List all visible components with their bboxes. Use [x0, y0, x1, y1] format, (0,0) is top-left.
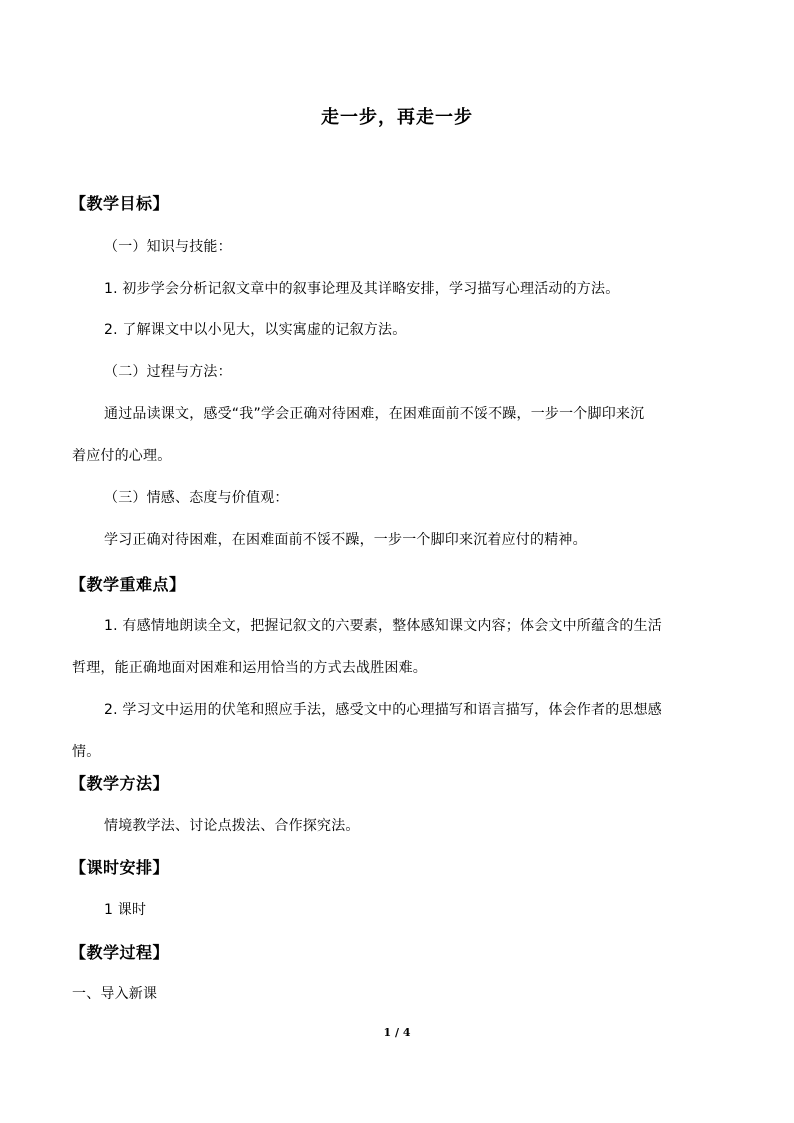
- goal-item-1: 1. 初步学会分析记叙文章中的叙事论理及其详略安排，学习描写心理活动的方法。: [104, 281, 620, 297]
- goal-item-2: 2. 了解课文中以小见大，以实寓虚的记叙方法。: [104, 322, 407, 338]
- methods-text: 情境教学法、讨论点拨法、合作探究法。: [104, 818, 360, 834]
- heading-teaching-process: 【教学过程】: [70, 943, 170, 962]
- key-point-1-line2: 哲理，能正确地面对困难和运用恰当的方式去战胜困难。: [72, 660, 427, 676]
- process-text-line1: 通过品读课文，感受“我”学会正确对待困难，在困难面前不馁不躁，一步一个脚印来沉: [104, 406, 645, 422]
- schedule-text: 1 课时: [104, 902, 147, 918]
- key-point-1-line1: 1. 有感情地朗读全文，把握记叙文的六要素，整体感知课文内容；体会文中所蕴含的生活: [104, 618, 663, 634]
- page-number: 1 / 4: [383, 1026, 411, 1039]
- key-point-2-line2: 情。: [72, 744, 101, 760]
- emotion-text: 学习正确对待困难，在困难面前不馁不躁，一步一个脚印来沉着应付的精神。: [104, 532, 587, 548]
- heading-schedule: 【课时安排】: [70, 858, 170, 877]
- document-title: 走一步，再走一步: [321, 107, 473, 128]
- label-knowledge-skills: （一）知识与技能：: [104, 239, 232, 255]
- key-point-2-line1: 2. 学习文中运用的伏笔和照应手法，感受文中的心理描写和语言描写，体会作者的思想感: [104, 702, 663, 718]
- process-step-1: 一、导入新课: [72, 986, 158, 1002]
- heading-key-points: 【教学重难点】: [70, 575, 186, 594]
- heading-teaching-methods: 【教学方法】: [70, 774, 170, 793]
- heading-teaching-goals: 【教学目标】: [70, 194, 170, 213]
- label-emotion-values: （三）情感、态度与价值观：: [104, 490, 289, 506]
- label-process-methods: （二）过程与方法：: [104, 364, 232, 380]
- process-text-line2: 着应付的心理。: [72, 448, 172, 464]
